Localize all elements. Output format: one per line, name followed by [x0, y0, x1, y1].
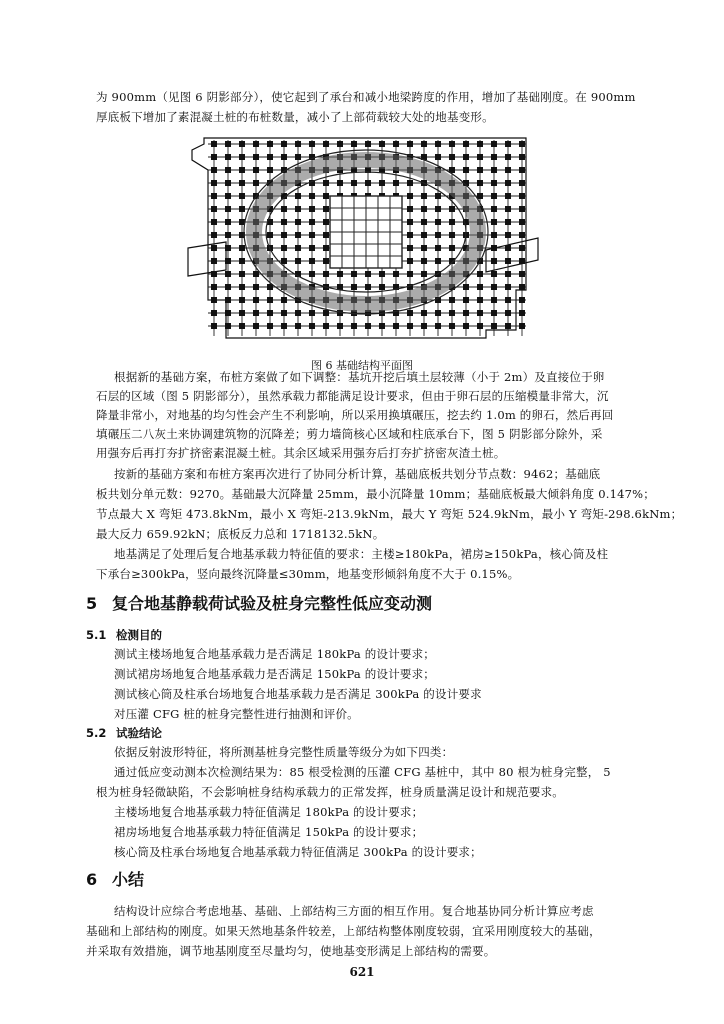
pile-cap [491, 219, 497, 225]
pile-cap [239, 154, 245, 160]
pile-cap [421, 245, 427, 251]
pile-cap [211, 193, 217, 199]
pile-cap [211, 167, 217, 173]
pile-cap [267, 297, 273, 303]
pile-cap [239, 167, 245, 173]
para3-line: 最大反力 659.92kN；底板反力总和 1718132.5kN。 [96, 527, 385, 541]
pile-cap [225, 258, 231, 264]
pile-cap [477, 271, 483, 277]
pile-cap [337, 141, 343, 147]
pile-cap [323, 245, 329, 251]
pile-cap [505, 245, 511, 251]
pile-cap [295, 154, 301, 160]
pile-cap [407, 206, 413, 212]
pile-cap [309, 206, 315, 212]
pile-cap [309, 310, 315, 316]
pile-cap [365, 284, 371, 290]
pile-cap [435, 219, 441, 225]
pile-cap [505, 271, 511, 277]
pile-cap [323, 180, 329, 186]
pile-cap [295, 206, 301, 212]
pile-cap [477, 180, 483, 186]
pile-cap [253, 284, 259, 290]
pile-cap [491, 284, 497, 290]
pile-cap [505, 154, 511, 160]
pile-cap [281, 310, 287, 316]
pile-cap [379, 284, 385, 290]
pile-cap [491, 271, 497, 277]
conclusion-line: 依据反射波形特征，将所测基桩身完整性质量等级分为如下四类： [114, 745, 454, 759]
pile-cap [407, 310, 413, 316]
pile-cap [295, 141, 301, 147]
pile-cap [519, 310, 525, 316]
pile-cap [435, 193, 441, 199]
pile-cap [295, 245, 301, 251]
foundation-plan-drawing [186, 130, 542, 346]
pile-cap [225, 310, 231, 316]
pile-cap [365, 141, 371, 147]
pile-cap [225, 180, 231, 186]
section5-heading [86, 594, 432, 614]
pile-cap [295, 310, 301, 316]
pile-cap [449, 219, 455, 225]
pile-cap [477, 323, 483, 329]
pile-cap [253, 310, 259, 316]
pile-cap [477, 297, 483, 303]
pile-cap [225, 323, 231, 329]
pile-cap [225, 154, 231, 160]
pile-cap [323, 206, 329, 212]
section5-number: 5 [86, 594, 98, 613]
pile-cap [309, 258, 315, 264]
pile-cap [323, 193, 329, 199]
section5-1-heading [86, 627, 162, 643]
pile-cap [505, 167, 511, 173]
pile-cap [505, 193, 511, 199]
pile-cap [505, 232, 511, 238]
pile-cap [239, 310, 245, 316]
pile-cap [323, 141, 329, 147]
pile-cap [407, 193, 413, 199]
pile-cap [505, 297, 511, 303]
objective-item: 测试裙房场地复合地基承载力是否满足 150kPa 的设计要求； [114, 667, 436, 681]
pile-cap [491, 323, 497, 329]
section5-1-title: 检测目的 [116, 628, 162, 642]
section6-heading [86, 870, 144, 890]
pile-cap [379, 323, 385, 329]
pile-cap [225, 271, 231, 277]
pile-cap [463, 310, 469, 316]
pile-cap [295, 258, 301, 264]
pile-cap [519, 206, 525, 212]
objective-item: 测试核心筒及柱承台场地复合地基承载力是否满足 300kPa 的设计要求 [114, 687, 482, 701]
pile-cap [519, 232, 525, 238]
pile-cap [211, 232, 217, 238]
pile-cap [267, 154, 273, 160]
pile-cap [309, 193, 315, 199]
pile-cap [211, 180, 217, 186]
pile-cap [435, 258, 441, 264]
para2-line: 根据新的基础方案，布桩方案做了如下调整：基坑开挖后填土层较薄（小于 2m）及直接位于卵 [114, 370, 605, 384]
pile-cap [379, 180, 385, 186]
conclusion-line: 根为桩身轻微缺陷，不会影响桩身结构承载力的正常发挥，桩身质量满足设计和规范要求。 [96, 785, 564, 799]
pile-cap [407, 258, 413, 264]
pile-cap [519, 284, 525, 290]
pile-cap [253, 141, 259, 147]
pile-cap [519, 219, 525, 225]
pile-cap [463, 141, 469, 147]
pile-cap [421, 258, 427, 264]
pile-cap [491, 193, 497, 199]
pile-cap [225, 297, 231, 303]
pile-cap [211, 310, 217, 316]
foundation-plan-figure [186, 130, 542, 346]
section5-2-title: 试验结论 [116, 726, 162, 740]
pile-cap [351, 180, 357, 186]
section6-number: 6 [86, 870, 98, 889]
pile-cap [253, 271, 259, 277]
pile-cap [239, 193, 245, 199]
pile-cap [267, 141, 273, 147]
conclusion-line: 核心筒及柱承台场地复合地基承载力特征值满足 300kPa 的设计要求； [114, 845, 482, 859]
pile-cap [491, 245, 497, 251]
pile-cap [519, 180, 525, 186]
pile-cap [407, 141, 413, 147]
pile-cap [337, 323, 343, 329]
para4-line: 地基满足了处理后复合地基承载力特征值的要求：主楼≥180kPa，裙房≥150kPa，核心筒及柱 [114, 547, 609, 561]
pile-cap [365, 323, 371, 329]
para1-line: 为 900mm（见图 6 阴影部分），使它起到了承台和减小地梁跨度的作用，增加了基础刚度。在 900mm [96, 90, 636, 104]
para2-line: 石层的区域（图 5 阴影部分），虽然承载力都能满足设计要求，但由于卵石层的压缩模量非常大，沉 [96, 389, 609, 403]
summary-line: 结构设计应综合考虑地基、基础、上部结构三方面的相互作用。复合地基协同分析计算应考虑 [114, 904, 594, 918]
pile-cap [407, 271, 413, 277]
pile-cap [449, 323, 455, 329]
pile-cap [225, 245, 231, 251]
pile-cap [407, 219, 413, 225]
pile-cap [449, 245, 455, 251]
pile-cap [351, 323, 357, 329]
pile-cap [449, 154, 455, 160]
pile-cap [491, 258, 497, 264]
pile-cap [323, 232, 329, 238]
pile-cap [281, 245, 287, 251]
pile-cap [211, 154, 217, 160]
pile-cap [505, 180, 511, 186]
pile-cap [211, 297, 217, 303]
pile-cap [309, 245, 315, 251]
pile-cap [491, 154, 497, 160]
pile-cap [435, 323, 441, 329]
page-number: 621 [349, 965, 375, 979]
para2-line: 用强夯后再打夯扩挤密素混凝土桩。其余区域采用强夯后打夯扩挤密灰渣土桩。 [96, 446, 506, 460]
pile-cap [281, 297, 287, 303]
pile-cap [239, 258, 245, 264]
pile-cap [323, 310, 329, 316]
pile-cap [225, 167, 231, 173]
pile-cap [519, 154, 525, 160]
pile-cap [505, 206, 511, 212]
pile-cap [295, 193, 301, 199]
objective-item: 对压灌 CFG 桩的桩身完整性进行抽测和评价。 [114, 707, 359, 721]
pile-cap [477, 167, 483, 173]
pile-cap [323, 271, 329, 277]
pile-cap [463, 167, 469, 173]
para2-line: 填碾压二八灰土来协调建筑物的沉降差；剪力墙筒核心区域和柱底承台下，图 5 阴影部分除外，采 [96, 427, 603, 441]
pile-cap [407, 232, 413, 238]
pile-cap [477, 284, 483, 290]
pile-cap [281, 141, 287, 147]
pile-cap [435, 310, 441, 316]
pile-cap [491, 297, 497, 303]
pile-cap [505, 323, 511, 329]
pile-cap [435, 141, 441, 147]
pile-cap [491, 310, 497, 316]
pile-cap [351, 271, 357, 277]
pile-cap [211, 258, 217, 264]
conclusion-line: 通过低应变动测本次检测结果为：85 根受检测的压灌 CFG 基桩中，其中 80 根为桩身完整， 5 [114, 765, 611, 779]
pile-cap [351, 284, 357, 290]
pile-cap [421, 141, 427, 147]
pile-cap [505, 284, 511, 290]
pile-cap [407, 323, 413, 329]
para1-line: 厚底板下增加了素混凝土桩的布桩数量，减小了上部荷载较大处的地基变形。 [96, 110, 494, 124]
pile-cap [281, 232, 287, 238]
pile-cap [491, 180, 497, 186]
pile-cap [463, 297, 469, 303]
pile-cap [295, 323, 301, 329]
pile-cap [267, 323, 273, 329]
pile-cap [519, 245, 525, 251]
pile-cap [211, 271, 217, 277]
pile-cap [449, 310, 455, 316]
para3-line: 节点最大 X 弯矩 473.8kNm，最小 X 弯矩-213.9kNm，最大 Y 弯矩 524.9kNm，最小 Y 弯矩-298.6kNm； [96, 507, 683, 521]
pile-cap [505, 141, 511, 147]
pile-cap [253, 323, 259, 329]
pile-cap [309, 232, 315, 238]
pile-cap [505, 219, 511, 225]
pile-cap [337, 180, 343, 186]
pile-cap [463, 284, 469, 290]
pile-cap [435, 206, 441, 212]
summary-line: 基础和上部结构的刚度。如果天然地基条件较差，上部结构整体刚度较弱，宜采用刚度较大的基础， [86, 924, 601, 938]
pile-cap [239, 323, 245, 329]
pile-cap [281, 323, 287, 329]
pile-cap [225, 232, 231, 238]
pile-cap [323, 323, 329, 329]
pile-cap [267, 232, 273, 238]
pile-cap [239, 271, 245, 277]
pile-cap [211, 323, 217, 329]
pile-cap [211, 141, 217, 147]
pile-cap [281, 219, 287, 225]
pile-cap [477, 154, 483, 160]
section5-title: 复合地基静载荷试验及桩身完整性低应变动测 [112, 594, 433, 613]
pile-cap [491, 141, 497, 147]
pile-cap [281, 258, 287, 264]
pile-cap [239, 297, 245, 303]
pile-cap [211, 284, 217, 290]
pile-cap [365, 271, 371, 277]
pile-cap [449, 232, 455, 238]
pile-cap [491, 232, 497, 238]
pile-cap [239, 141, 245, 147]
pile-cap [239, 206, 245, 212]
pile-cap [393, 141, 399, 147]
pile-cap [421, 219, 427, 225]
conclusion-line: 裙房场地复合地基承载力特征值满足 150kPa 的设计要求； [114, 825, 424, 839]
pile-cap [519, 141, 525, 147]
section5-1-number: 5.1 [86, 628, 107, 642]
section5-2-number: 5.2 [86, 726, 107, 740]
pile-cap [323, 258, 329, 264]
pile-cap [365, 180, 371, 186]
pile-cap [253, 167, 259, 173]
pile-cap [239, 180, 245, 186]
pile-cap [421, 193, 427, 199]
pile-cap [491, 167, 497, 173]
pile-cap [421, 310, 427, 316]
pile-cap [393, 323, 399, 329]
pile-cap [449, 141, 455, 147]
pile-cap [211, 219, 217, 225]
pile-cap [463, 154, 469, 160]
pile-cap [519, 193, 525, 199]
pile-cap [309, 271, 315, 277]
pile-cap [225, 193, 231, 199]
pile-cap [449, 206, 455, 212]
pile-cap [295, 232, 301, 238]
section5-2-heading [86, 725, 162, 741]
pile-cap [393, 180, 399, 186]
pile-cap [393, 271, 399, 277]
pile-cap [463, 323, 469, 329]
pile-cap [435, 154, 441, 160]
pile-cap [351, 141, 357, 147]
pile-cap [253, 297, 259, 303]
pile-cap [225, 219, 231, 225]
summary-line: 并采取有效措施，调节地基刚度至尽量均匀，使地基变形满足上部结构的需要。 [86, 944, 496, 958]
para4-line: 下承台≥300kPa，竖向最终沉降量≤30mm，地基变形倾斜角度不大于 0.15%。 [96, 567, 520, 581]
pile-cap [211, 206, 217, 212]
pile-cap [309, 219, 315, 225]
pile-cap [379, 271, 385, 277]
section6-title: 小结 [112, 870, 145, 889]
pile-cap [519, 167, 525, 173]
pile-cap [225, 284, 231, 290]
objective-item: 测试主楼场地复合地基承载力是否满足 180kPa 的设计要求； [114, 647, 436, 661]
pile-cap [435, 232, 441, 238]
pile-cap [449, 297, 455, 303]
pile-cap [519, 258, 525, 264]
pile-cap [295, 219, 301, 225]
pile-cap [421, 271, 427, 277]
pile-cap [267, 167, 273, 173]
pile-cap [505, 310, 511, 316]
pile-cap [477, 310, 483, 316]
figure-caption: 图 6 基础结构平面图 [311, 359, 413, 372]
pile-cap [477, 193, 483, 199]
pile-cap [281, 154, 287, 160]
pile-cap [421, 232, 427, 238]
pile-cap [379, 141, 385, 147]
conclusion-line: 主楼场地复合地基承载力特征值满足 180kPa 的设计要求； [114, 805, 424, 819]
pile-cap [337, 271, 343, 277]
pile-cap [519, 271, 525, 277]
pile-cap [421, 206, 427, 212]
pile-cap [281, 206, 287, 212]
para3-line: 板共划分单元数：9270。基础最大沉降量 25mm，最小沉降量 10mm；基础底板最大倾斜角度 0.147%； [96, 487, 655, 501]
pile-cap [211, 245, 217, 251]
pile-cap [505, 258, 511, 264]
pile-cap [407, 180, 413, 186]
pile-cap [519, 297, 525, 303]
pile-cap [477, 141, 483, 147]
pile-cap [421, 323, 427, 329]
pile-cap [225, 141, 231, 147]
pile-cap [323, 219, 329, 225]
pile-cap [337, 284, 343, 290]
pile-cap [491, 206, 497, 212]
pile-cap [239, 245, 245, 251]
pile-cap [309, 141, 315, 147]
pile-cap [239, 284, 245, 290]
pile-cap [267, 310, 273, 316]
pile-cap [519, 323, 525, 329]
pile-cap [253, 180, 259, 186]
pile-cap [435, 245, 441, 251]
para2-line: 降量非常小，对地基的均匀性会产生不利影响，所以采用换填碾压，挖去约 1.0m 的卵石，然后再回 [96, 408, 614, 422]
pile-cap [407, 245, 413, 251]
pile-cap [225, 206, 231, 212]
para3-line: 按新的基础方案和布桩方案再次进行了协同分析计算，基础底板共划分节点数：9462；基础底 [114, 467, 601, 481]
pile-cap [253, 154, 259, 160]
pile-cap [309, 323, 315, 329]
